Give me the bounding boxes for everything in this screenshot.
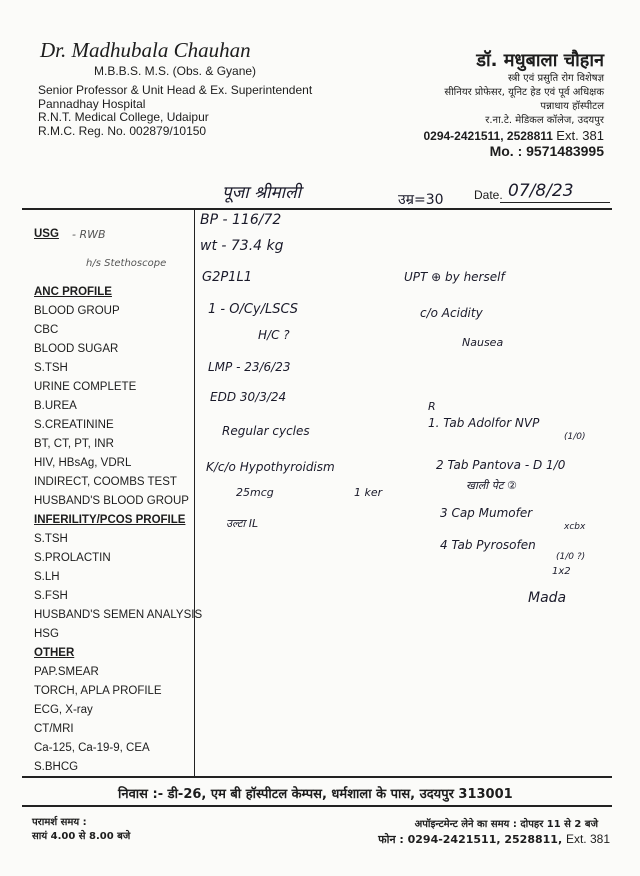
test-ecg-xray: ECG, X-ray xyxy=(34,704,93,716)
test-blood-sugar: BLOOD SUGAR xyxy=(34,343,119,355)
rx-item-2: 2 Tab Pantova - D 1/0 xyxy=(436,458,566,472)
test-cbc: CBC xyxy=(34,324,59,336)
rx-item-1: 1. Tab Adolfor NVP xyxy=(428,416,540,430)
test-s-lh: S.LH xyxy=(34,571,60,583)
note-gpl: G2P1L1 xyxy=(202,270,252,285)
rx-item-2-note: खाली पेट ② xyxy=(466,479,517,492)
rx-item-4-dose: (1/0 ?) xyxy=(556,552,586,562)
note-lscs: 1 - O/Cy/LSCS xyxy=(208,302,299,317)
test-s-creatinine: S.CREATININE xyxy=(34,419,114,431)
note-hypothyroid: K/c/o Hypothyroidism xyxy=(206,460,335,474)
usg-label: USG xyxy=(34,228,59,240)
note-edd: EDD 30/3/24 xyxy=(210,390,287,404)
consult-time: सायं 4.00 से 8.00 बजे xyxy=(32,831,131,842)
note-mcg: 25mcg xyxy=(236,486,274,499)
rx-item-4-freq: 1x2 xyxy=(552,566,571,577)
date-label: Date. xyxy=(474,188,503,202)
detail-line-hindi: पन्नाधाय हॉस्पीटल xyxy=(540,101,604,112)
detail-line: R.N.T. Medical College, Udaipur xyxy=(38,110,209,124)
date-value: 07/8/23 xyxy=(508,181,574,201)
test-semen-analysis: HUSBAND'S SEMEN ANALYSIS xyxy=(34,609,203,621)
detail-line-hindi: स्त्री एवं प्रसुति रोग विशेषज्ञ xyxy=(508,73,604,84)
footer-phone-ext: Ext. 381 xyxy=(565,832,610,846)
note-nausea: Nausea xyxy=(462,336,504,349)
doctor-details-english xyxy=(38,84,312,138)
appointment-time: अपॉइन्टमेन्ट लेने का समय : दोपहर 11 से 2 बजे xyxy=(414,819,598,830)
usg-note: - RWB xyxy=(72,228,106,241)
test-hsg: HSG xyxy=(34,628,59,640)
other-heading: OTHER xyxy=(34,647,75,659)
rx-item-3-note: xcbx xyxy=(564,522,586,532)
note-weight: wt - 73.4 kg xyxy=(200,238,284,254)
consult-time-label: परामर्श समय : xyxy=(32,817,87,828)
doctor-name-hindi: डॉ. मधुबाला चौहान xyxy=(476,50,604,71)
rx-item-1-dose: (1/0) xyxy=(564,432,586,442)
test-s-prolactin: S.PROLACTIN xyxy=(34,552,111,564)
detail-line: Pannadhay Hospital xyxy=(38,96,146,111)
usg-note-2: h/s Stethoscope xyxy=(86,258,167,269)
detail-line-hindi: र.ना.टे. मेडिकल कॉलेज, उदयपुर xyxy=(485,115,604,126)
mobile-number: Mo. : 9571483995 xyxy=(489,143,604,159)
doctor-degree: M.B.B.S. M.S. (Obs. & Gyane) xyxy=(94,64,257,78)
infertility-profile-heading: INFERILITY/PCOS PROFILE xyxy=(34,514,186,526)
date-underline xyxy=(500,202,610,203)
detail-line: Senior Professor & Unit Head & Ex. Superintendent xyxy=(38,83,313,97)
detail-line: R.M.C. Reg. No. 002879/10150 xyxy=(38,123,207,138)
note-hindi: उल्टा IL xyxy=(226,517,259,530)
patient-name: पूजा श्रीमाली xyxy=(222,183,302,203)
note-bp: BP - 116/72 xyxy=(200,212,282,228)
test-ct-mri: CT/MRI xyxy=(34,723,74,735)
test-s-tsh-2: S.TSH xyxy=(34,533,68,545)
test-bt-ct-pt-inr: BT, CT, PT, INR xyxy=(34,438,114,450)
test-b-urea: B.UREA xyxy=(34,400,77,412)
note-upt: UPT ⊕ by herself xyxy=(404,270,505,284)
test-hiv-hbsag-vdrl: HIV, HBsAg, VDRL xyxy=(34,457,132,469)
bottom-rule-top xyxy=(22,776,612,778)
test-urine-complete: URINE COMPLETE xyxy=(34,381,137,393)
doctor-details-hindi xyxy=(423,48,604,159)
note-hc: H/C ? xyxy=(258,328,290,342)
test-husband-blood-group: HUSBAND'S BLOOD GROUP xyxy=(34,495,189,507)
bottom-rule-bottom xyxy=(22,805,612,807)
note-cycles: Regular cycles xyxy=(222,424,310,438)
clinic-phone xyxy=(423,128,604,143)
test-s-fsh: S.FSH xyxy=(34,590,68,602)
column-divider xyxy=(194,208,195,776)
clinic-phone-number: 0294-2421511, 2528811 xyxy=(423,129,553,143)
rx-item-3: 3 Cap Mumofer xyxy=(440,506,533,520)
clinic-address: निवास :- डी-26, एम बी हॉस्पीटल केम्पस, धर्मशाला के पास, उदयपुर 313001 xyxy=(118,787,513,802)
patient-age: उम्र=30 xyxy=(398,192,444,208)
anc-profile-heading: ANC PROFILE xyxy=(34,286,112,298)
test-blood-group: BLOOD GROUP xyxy=(34,305,120,317)
test-torch-apla: TORCH, APLA PROFILE xyxy=(34,685,162,697)
top-rule xyxy=(22,208,612,210)
test-s-tsh: S.TSH xyxy=(34,362,68,374)
note-acidity: c/o Acidity xyxy=(420,306,483,320)
note-lmp: LMP - 23/6/23 xyxy=(208,360,291,374)
rx-symbol: R xyxy=(428,400,436,413)
test-s-bhcg: S.BHCG xyxy=(34,761,79,773)
detail-line-hindi: सीनियर प्रोफेसर, यूनिट हेड एवं पूर्व अधिक्षक xyxy=(444,87,604,98)
doctor-name-english: Dr. Madhubala Chauhan xyxy=(40,38,251,62)
footer-phone-number: फोन : 0294-2421511, 2528811, xyxy=(378,833,563,846)
test-pap-smear: PAP.SMEAR xyxy=(34,666,99,678)
clinic-phone-ext: Ext. 381 xyxy=(556,128,604,143)
test-ca125: Ca-125, Ca-19-9, CEA xyxy=(34,742,150,754)
doctor-signature: Mada xyxy=(528,590,567,606)
note-ker: 1 ker xyxy=(354,486,383,499)
test-coombs: INDIRECT, COOMBS TEST xyxy=(34,476,177,488)
rx-item-4: 4 Tab Pyrosofen xyxy=(440,538,536,552)
footer-phone xyxy=(378,832,610,847)
